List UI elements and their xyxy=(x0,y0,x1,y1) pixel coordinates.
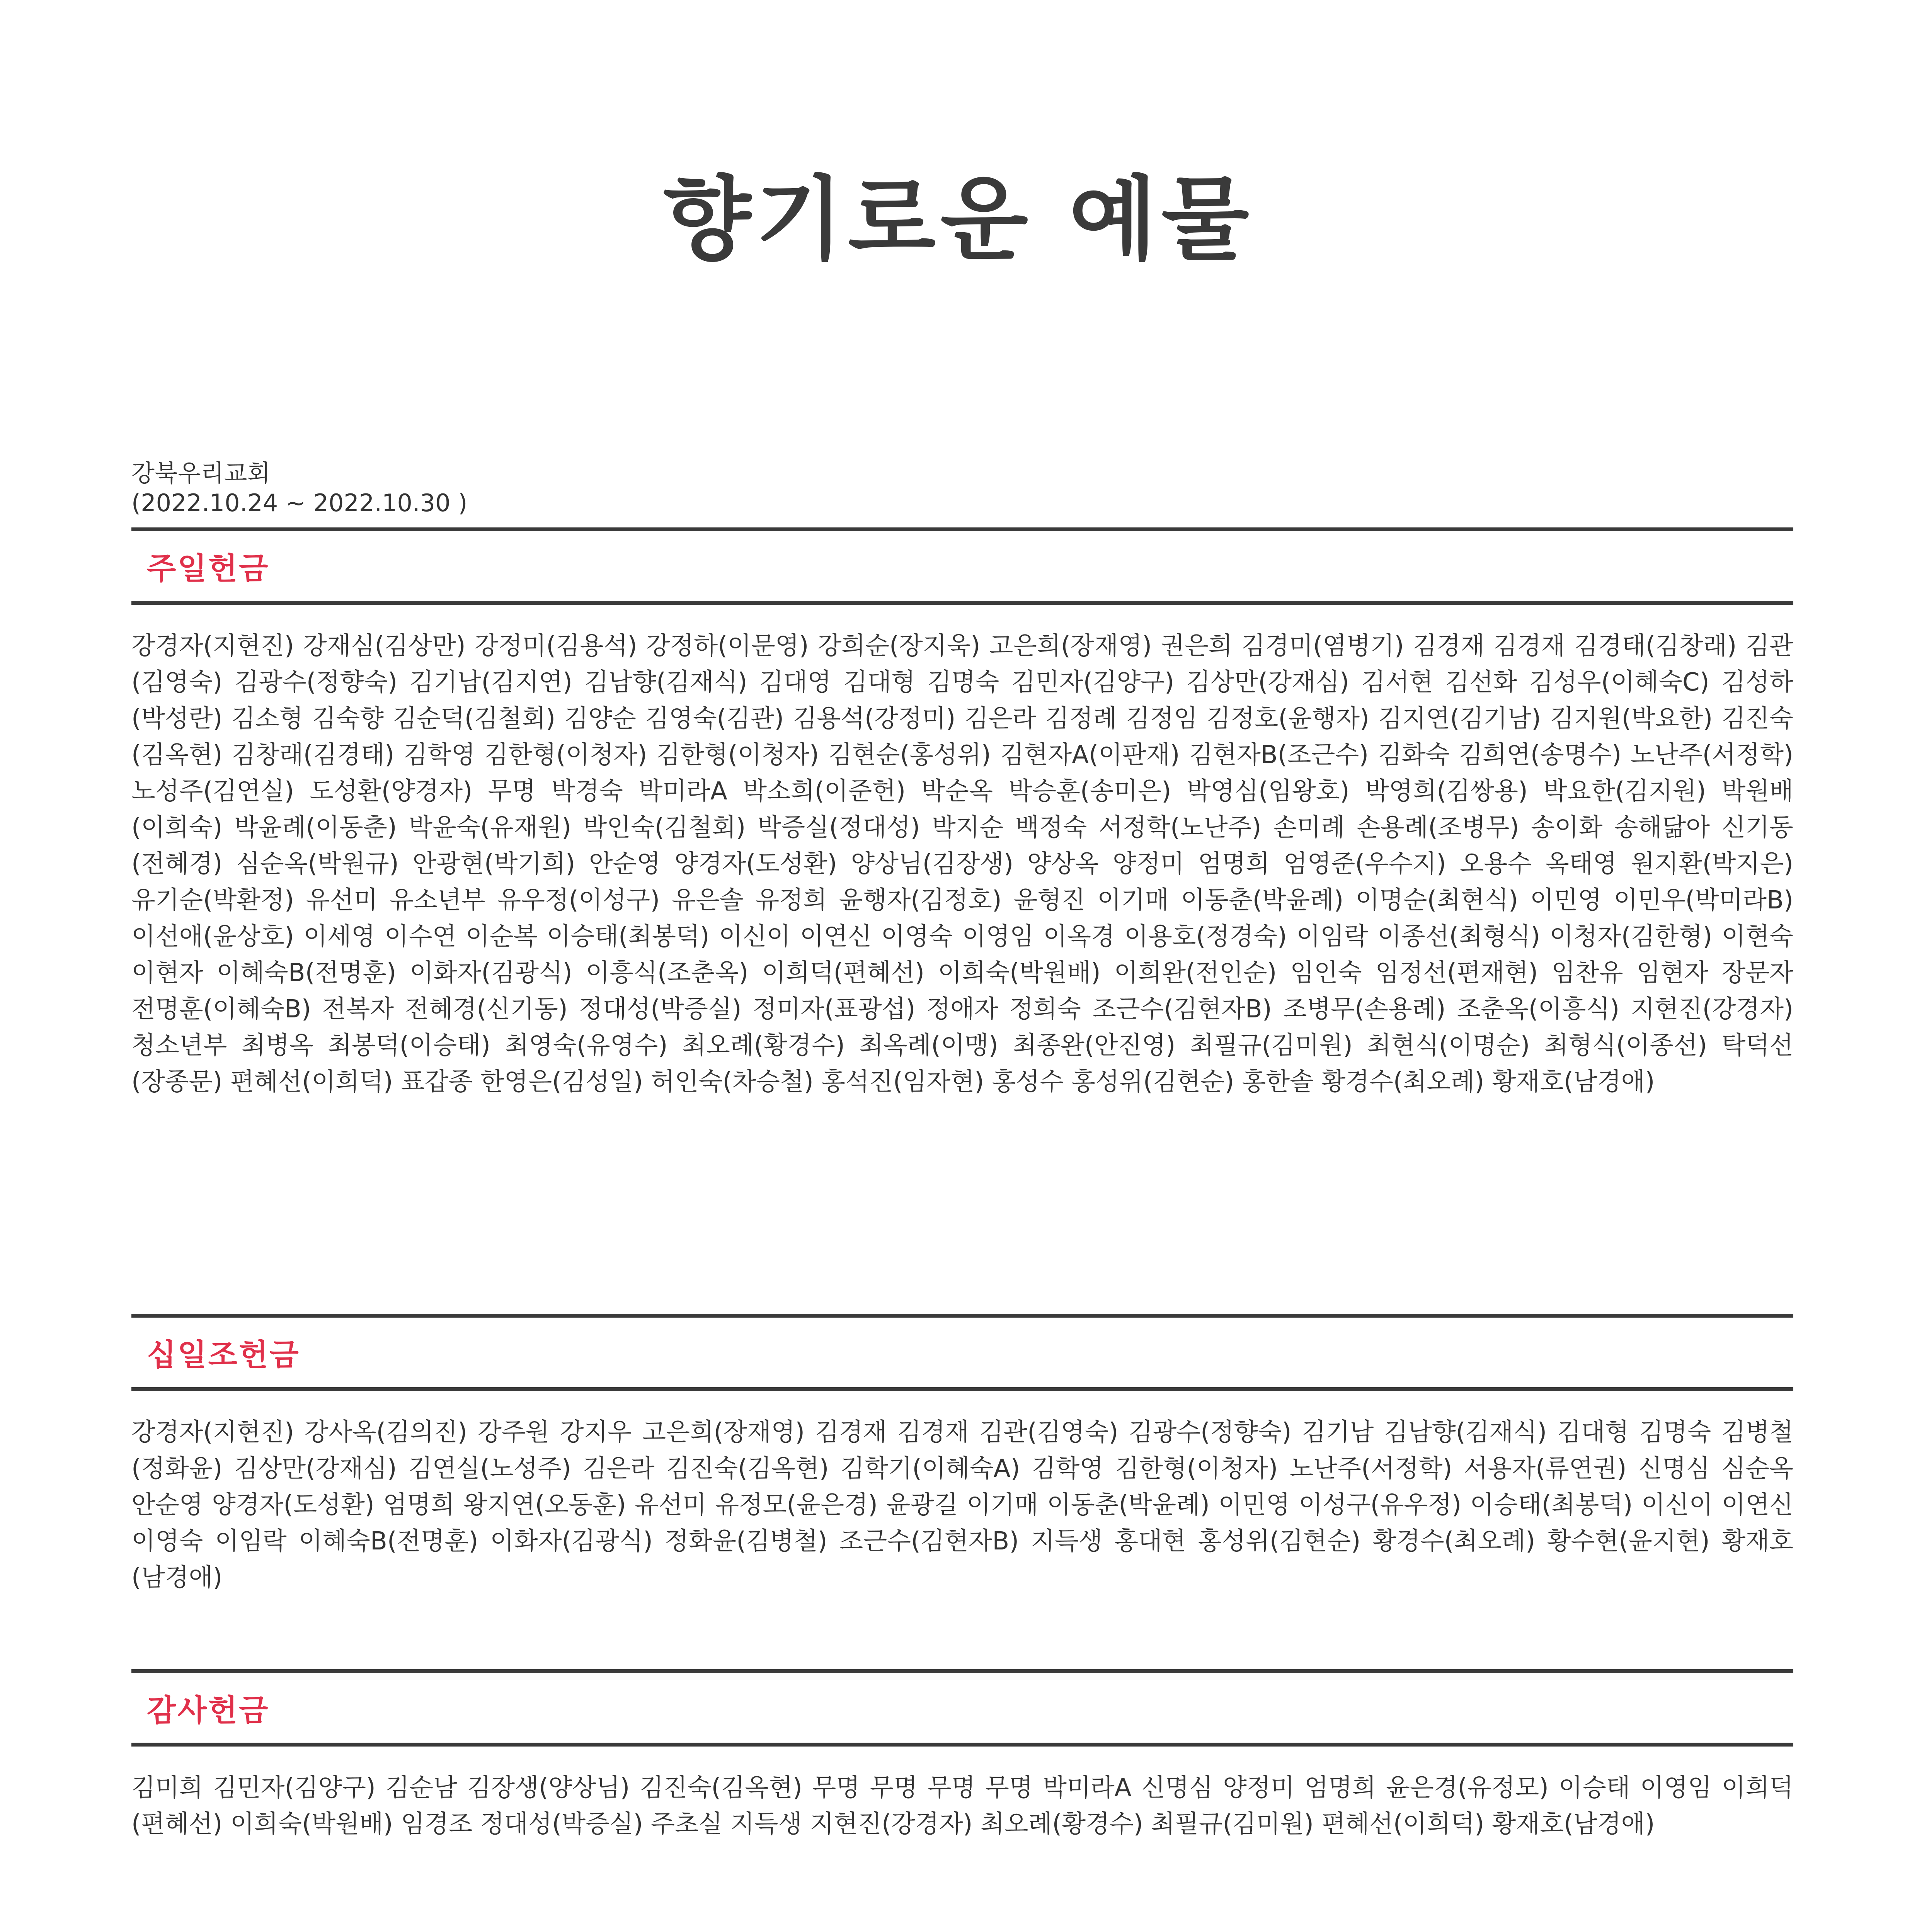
church-name: 강북우리교회 xyxy=(131,459,271,487)
section-heading: 십일조헌금 xyxy=(147,1338,300,1372)
section-heading: 감사헌금 xyxy=(147,1693,270,1728)
section-divider xyxy=(131,1743,1793,1747)
section-divider xyxy=(131,527,1793,531)
date-range: (2022.10.24 ~ 2022.10.30 ) xyxy=(131,489,468,517)
donor-list: 김미희 김민자(김양구) 김순남 김장생(양상님) 김진숙(김옥현) 무명 무명 무명 무명 박미라A 신명심 양정미 엄명희 윤은경(유정모) 이승태 이영임 이희덕(편혜선) 이희숙(박원배) 임경조 정대성(박증실) 주초실 지득생 지현진(강경자) 최오례(황경수) 최필규(김미원) 편혜선(이희덕) 황재호(남경애) xyxy=(131,1774,1793,1838)
donor-list: 강경자(지현진) 강재심(김상만) 강정미(김용석) 강정하(이문영) 강희순(장지욱) 고은희(장재영) 권은희 김경미(염병기) 김경재 김경재 김경태(김창래) 김관(김영숙) 김광수(정향숙) 김기남(김지연) 김남향(김재식) 김대영 김대형 김명숙 김민자(김양구) 김상만(강재심) 김서현 김선화 김성우(이혜숙C) 김성하(박성란) 김소형 김숙향 김순덕(김철회) 김양순 김영숙(김관) 김용석(강정미) 김은라 김정례 김정임 김정호(윤행자) 김지연(김기남) 김지원(박요한) 김진숙(김옥현) 김창래(김경태) 김학영 김한형(이청자) 김한형(이청자) 김현순(홍성위) 김현자A(이판재) 김현자B(조근수) 김화숙 김희연(송명수) 노난주(서정학) 노성주(김연실) 도성환(양경자) 무명 박경숙 박미라A 박소희(이준헌) 박순옥 박승훈(송미은) 박영심(임왕호) 박영희(김쌍용) 박요한(김지원) 박원배(이희숙) 박윤례(이동춘) 박윤숙(유재원) 박인숙(김철회) 박증실(정대성) 박지순 백정숙 서정학(노난주) 손미례 손용례(조병무) 송이화 송해닮아 신기동(전혜경) 심순옥(박원규) 안광현(박기희) 안순영 양경자(도성환) 양상님(김장생) 양상옥 양정미 엄명희 엄영준(우수지) 오용수 옥태영 원지환(박지은) 유기순(박환정) 유선미 유소년부 유우정(이성구) 유은솔 유정희 윤행자(김정호) 윤형진 이기매 이동춘(박윤례) 이명순(최현식) 이민영 이민우(박미라B) 이선애(윤상호) 이세영 이수연 이순복 이승태(최봉덕) 이신이 이연신 이영숙 이영임 이옥경 이용호(정경숙) 이임락 이종선(최형식) 이청자(김한형) 이현숙 이현자 이혜숙B(전명훈) 이화자(김광식) 이흥식(조춘옥) 이희덕(편혜선) 이희숙(박원배) 이희완(전인순) 임인숙 임정선(편재현) 임찬유 임현자 장문자 전명훈(이혜숙B) 전복자 전혜경(신기동) 정대성(박증실) 정미자(표광섭) 정애자 정희숙 조근수(김현자B) 조병무(손용례) 조춘옥(이흥식) 지현진(강경자) 청소년부 최병옥 최봉덕(이승태) 최영숙(유영수) 최오례(황경수) 최옥례(이맹) 최종완(안진영) 최필규(김미원) 최현식(이명순) 최형식(이종선) 탁덕선(장종문) 편혜선(이희덕) 표갑종 한영은(김성일) 허인숙(차승철) 홍석진(임자현) 홍성수 홍성위(김현순) 홍한솔 황경수(최오례) 황재호(남경애) xyxy=(131,632,1793,1096)
section-divider xyxy=(131,1669,1793,1673)
offering-section-sunday xyxy=(131,527,1793,1100)
offering-section-thanksgiving xyxy=(131,1669,1793,1842)
section-divider xyxy=(131,1387,1793,1391)
offering-section-tithe xyxy=(131,1314,1793,1596)
donor-list: 강경자(지현진) 강사옥(김의진) 강주원 강지우 고은희(장재영) 김경재 김경재 김관(김영숙) 김광수(정향숙) 김기남 김남향(김재식) 김대형 김명숙 김병철(정화윤) 김상만(강재심) 김연실(노성주) 김은라 김진숙(김옥현) 김학기(이혜숙A) 김학영 김한형(이청자) 노난주(서정학) 서용자(류연권) 신명심 심순옥 안순영 양경자(도성환) 엄명희 왕지연(오동훈) 유선미 유정모(윤은경) 윤광길 이기매 이동춘(박윤례) 이민영 이성구(유우정) 이승태(최봉덕) 이신이 이연신 이영숙 이임락 이혜숙B(전명훈) 이화자(김광식) 정화윤(김병철) 조근수(김현자B) 지득생 홍대현 홍성위(김현순) 황경수(최오례) 황수현(윤지현) 황재호(남경애) xyxy=(131,1418,1793,1592)
page-title: 향기로운 예물 xyxy=(663,167,1254,272)
section-heading: 주일헌금 xyxy=(147,551,270,586)
section-divider xyxy=(131,1314,1793,1318)
section-divider xyxy=(131,601,1793,605)
